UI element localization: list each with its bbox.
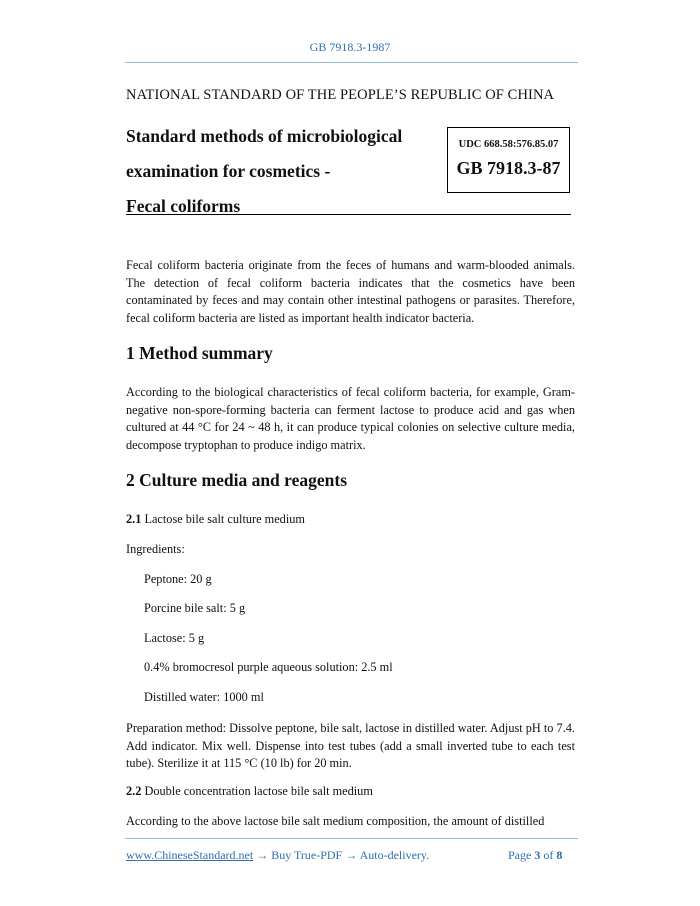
subsection-number: 2.2 xyxy=(126,784,142,798)
arrow-right-icon: → xyxy=(345,848,358,862)
current-page-number: 3 xyxy=(534,848,541,862)
ingredient-item: Distilled water: 1000 ml xyxy=(144,690,264,704)
section-heading-method-summary: 1 Method summary xyxy=(126,343,273,363)
page-label: Page xyxy=(508,848,532,862)
subsection-number: 2.1 xyxy=(126,512,142,526)
document-title-line-2: examination for cosmetics - xyxy=(126,161,331,181)
subsection-2-2 xyxy=(126,784,373,799)
title-underline xyxy=(126,214,571,215)
preparation-paragraph: Preparation method: Dissolve peptone, bile salt, lactose in distilled water. Adjust pH to 7.4. Add indicator. Mix well. Dispense into test tubes (add a small inverted tube to each test tube). Sterilize it at 115 °C (10 lb) for 20 min. xyxy=(126,721,575,771)
ingredients-label: Ingredients: xyxy=(126,542,185,556)
document-title-line-3: Fecal coliforms xyxy=(126,196,241,216)
website-link[interactable]: www.ChineseStandard.net xyxy=(126,848,254,862)
section-heading-culture-media: 2 Culture media and reagents xyxy=(126,470,348,490)
page-indicator xyxy=(508,848,562,863)
footer-divider xyxy=(125,838,578,839)
subsection-title: Double concentration lactose bile salt medium xyxy=(144,784,373,798)
intro-paragraph: Fecal coliform bacteria originate from the feces of humans and warm-blooded animals. The detection of fecal coliform bacteria indicates that the cosmetics have been contaminated by feces and may contain other intestinal pathogens or parasites. Therefore, fecal coliform bacteria are listed as important health indicator bacteria. xyxy=(126,258,575,325)
of-label: of xyxy=(543,848,554,862)
buy-pdf-link[interactable]: Buy True-PDF xyxy=(271,848,343,862)
total-page-number: 8 xyxy=(556,848,563,862)
ingredient-item: Lactose: 5 g xyxy=(144,631,205,645)
footer-links xyxy=(126,848,429,863)
gb-code: GB 7918.3-87 xyxy=(456,158,561,178)
ingredient-item: Porcine bile salt: 5 g xyxy=(144,601,246,615)
header-divider xyxy=(125,62,578,63)
ingredient-item: Peptone: 20 g xyxy=(144,572,212,586)
subsection-title: Lactose bile salt culture medium xyxy=(144,512,305,526)
national-standard-heading: NATIONAL STANDARD OF THE PEOPLE’S REPUBLIC OF CHINA xyxy=(126,87,555,103)
document-title-line-1: Standard methods of microbiological xyxy=(126,126,403,146)
header-standard-code: GB 7918.3-1987 xyxy=(309,40,391,54)
standard-id-box xyxy=(447,127,570,193)
arrow-right-icon: → xyxy=(256,848,269,862)
subsection-2-2-text: According to the above lactose bile salt medium composition, the amount of distilled xyxy=(126,814,545,828)
auto-delivery-text: Auto-delivery. xyxy=(359,848,430,862)
ingredient-item: 0.4% bromocresol purple aqueous solution: 2.5 ml xyxy=(144,660,393,674)
method-summary-paragraph: According to the biological characteristics of fecal coliform bacteria, for example, Gram-negative non-spore-forming bacteria can ferment lactose to produce acid and gas when cultured at 44 °C for 24 ~ 48 h, it can produce typical colonies on selective culture media, decompose tryptophan to produce indigo matrix. xyxy=(126,385,575,452)
subsection-2-1 xyxy=(126,512,305,527)
udc-code: UDC 668.58:576.85.07 xyxy=(458,139,559,150)
